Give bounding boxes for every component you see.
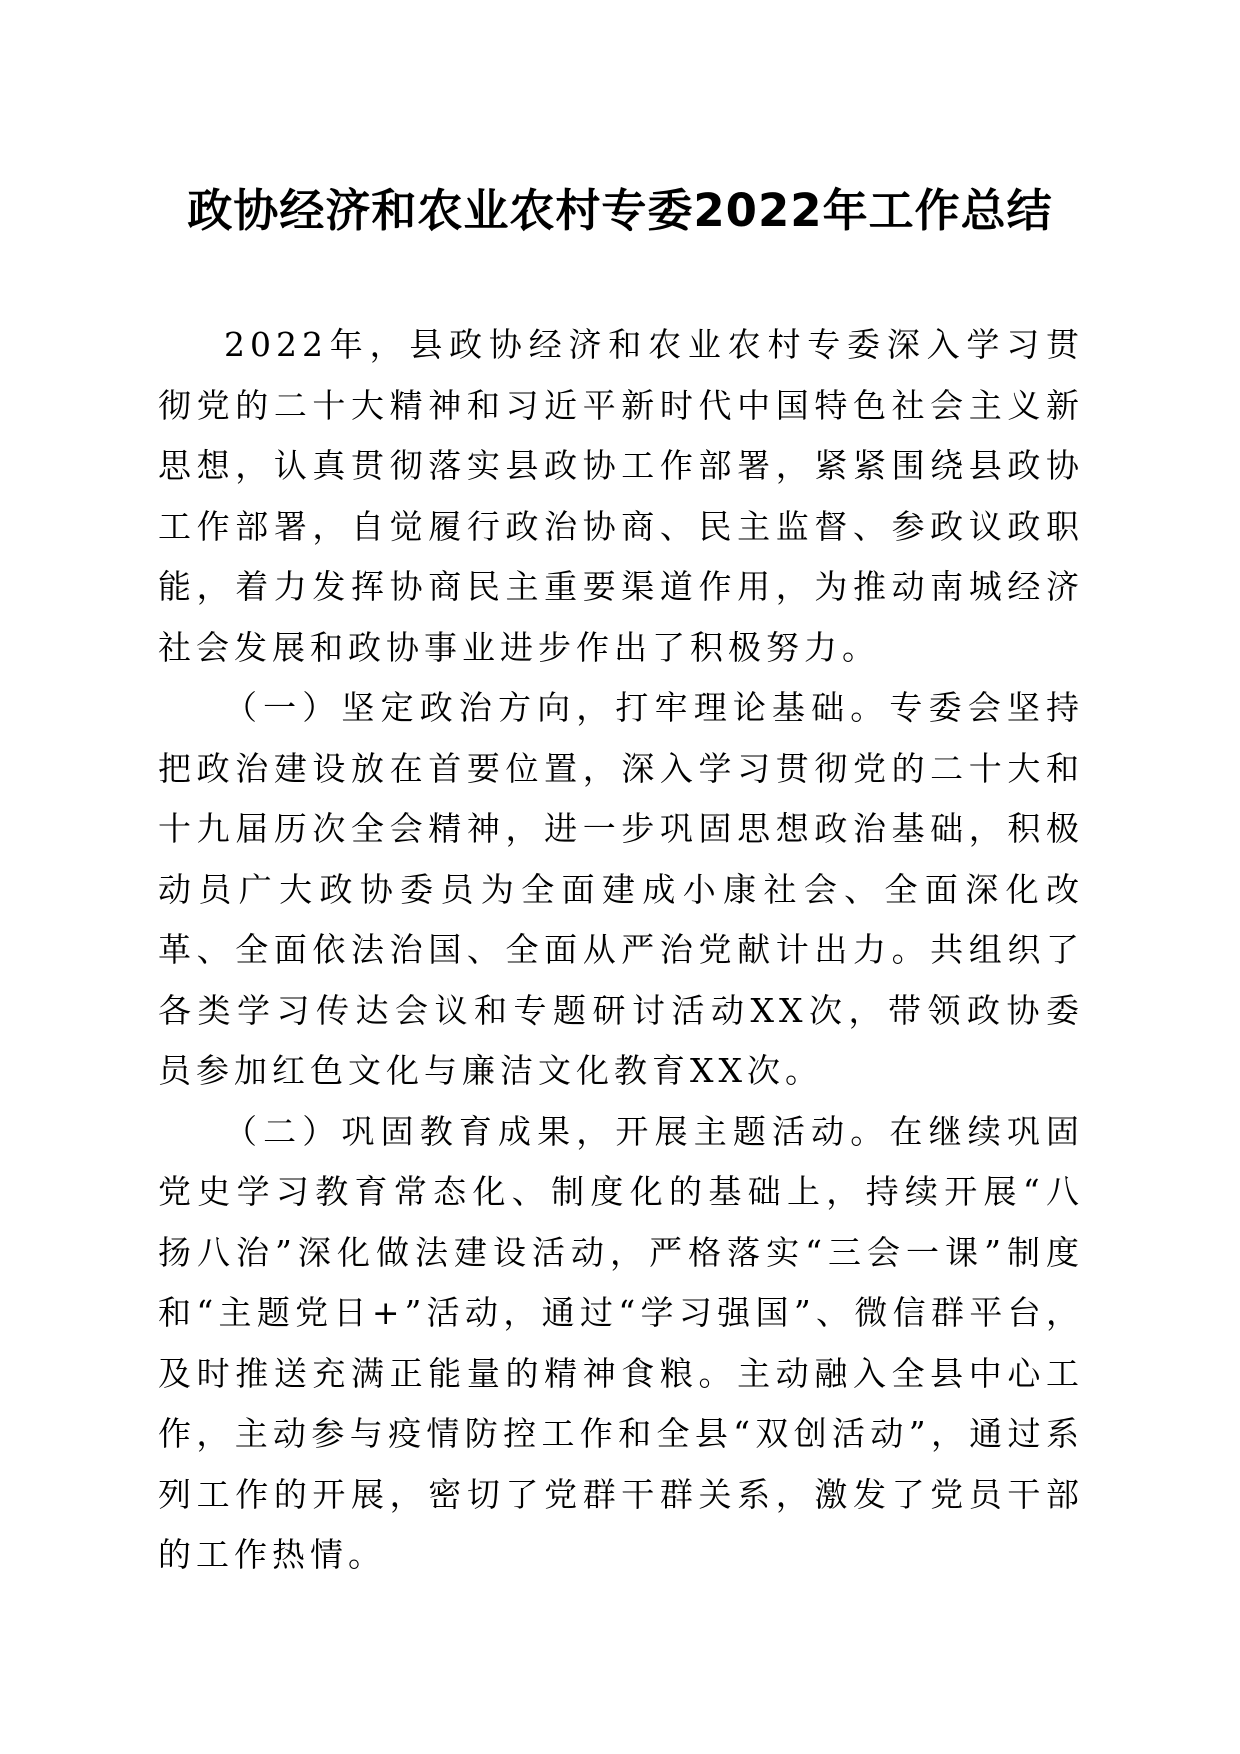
document-body <box>158 315 1084 1586</box>
document-title: 政协经济和农业农村专委2022年工作总结 <box>187 184 1053 237</box>
paragraph-section-1: （一）坚定政治方向，打牢理论基础。专委会坚持把政治建设放在首要位置，深入学习贯彻党的二十大和十九届历次全会精神，进一步巩固思想政治基础，积极动员广大政协委员为全面建成小康社会、全面深化改革、全面依法治国、全面从严治党献计出力。共组织了各类学习传达会议和专题研讨活动XX次，带领政协委员参加红色文化与廉洁文化教育XX次。 <box>158 688 1084 1090</box>
paragraph-section-2: （二）巩固教育成果，开展主题活动。在继续巩固党史学习教育常态化、制度化的基础上，持续开展“八扬八治”深化做法建设活动，严格落实“三会一课”制度和“主题党日+”活动，通过“学习强国”、微信群平台，及时推送充满正能量的精神食粮。主动融入全县中心工作，主动参与疫情防控工作和全县“双创活动”，通过系列工作的开展，密切了党群干群关系，激发了党员干部的工作热情。 <box>158 1111 1084 1574</box>
paragraph-intro: 2022年，县政协经济和农业农村专委深入学习贯彻党的二十大精神和习近平新时代中国特色社会主义新思想，认真贯彻落实县政协工作部署，紧紧围绕县政协工作部署，自觉履行政治协商、民主监督、参政议政职能，着力发挥协商民主重要渠道作用，为推动南城经济社会发展和政协事业进步作出了积极努力。 <box>158 325 1084 667</box>
